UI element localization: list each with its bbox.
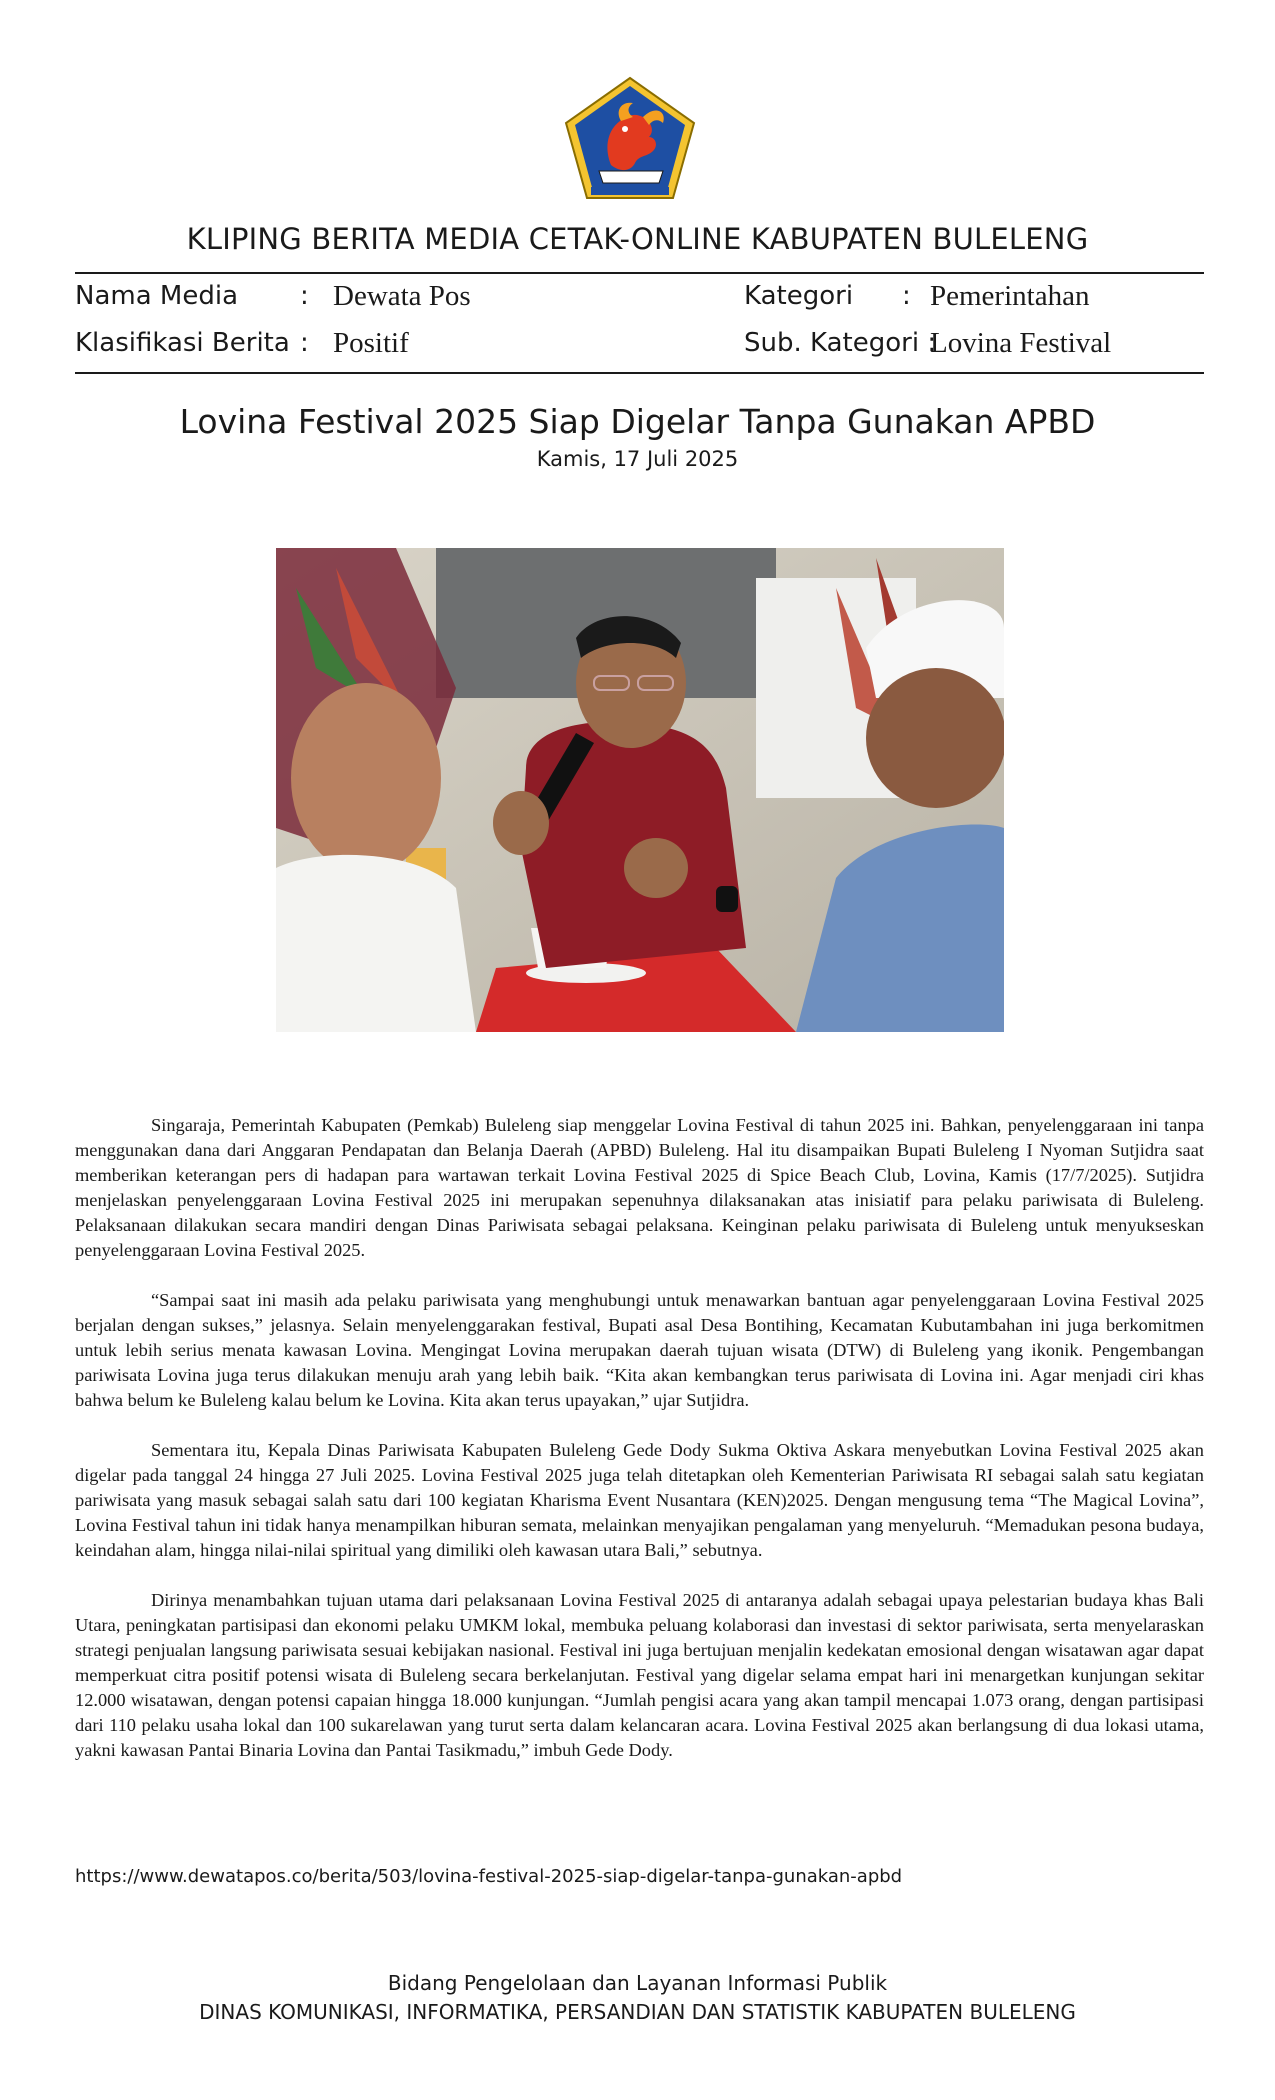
nama-media-label: Nama Media	[75, 281, 238, 311]
buleleng-crest-logo	[563, 75, 697, 201]
kategori-label: Kategori	[744, 281, 854, 311]
article-paragraph: “Sampai saat ini masih ada pelaku pariwisata yang menghubungi untuk menawarkan bantuan agar penyelenggaraan Lovina Festival 2025 berjalan dengan sukses,” jelasnya. Selain menyelenggarakan festival, Bupati asal Desa Bontihing, Kecamatan Kubutambahan ini juga berkomitmen untuk lebih serius menata kawasan Lovina. Mengingat Lovina merupakan daerah tujuan wisata (DTW) di Buleleng yang ikonik. Pengembangan pariwisata Lovina juga terus dilakukan menuju arah yang lebih baik. “Kita akan kembangkan terus pariwisata di Lovina ini. Agar menjadi ciri khas bahwa belum ke Buleleng kalau belum ke Lovina. Kita akan terus upayakan,” ujar Sutjidra.	[75, 1290, 1204, 1410]
header-divider-top	[75, 272, 1204, 274]
article-paragraph: Singaraja, Pemerintah Kabupaten (Pemkab) Buleleng siap menggelar Lovina Festival di tahun 2025 ini. Bahkan, penyelenggaraan ini tanpa menggunakan dana dari Anggaran Pendapatan dan Belanja Daerah (APBD) Buleleng. Hal itu disampaikan Bupati Buleleng I Nyoman Sutjidra saat memberikan keterangan pers di hadapan para wartawan terkait Lovina Festival 2025 di Spice Beach Club, Lovina, Kamis (17/7/2025). Sutjidra menjelaskan penyelenggaraan Lovina Festival 2025 ini merupakan sepenuhnya dilaksanakan atas inisiatif para pelaku pariwisata di Buleleng. Pelaksanaan dilakukan secara mandiri dengan Dinas Pariwisata sebagai pelaksana. Keinginan pelaku pariwisata di Buleleng untuk menyukseskan penyelenggaraan Lovina Festival 2025.	[75, 1115, 1204, 1260]
header-divider-bottom	[75, 372, 1204, 374]
article-paragraph: Dirinya menambahkan tujuan utama dari pelaksanaan Lovina Festival 2025 di antaranya adalah sebagai upaya pelestarian budaya khas Bali Utara, peningkatan partisipasi dan ekonomi pelaku UMKM lokal, membuka peluang kolaborasi dan investasi di sektor pariwisata, serta menyelaraskan strategi penjualan langsung pariwisata sesuai kebijakan nasional. Festival ini juga bertujuan menjalin kedekatan emosional dengan wisatawan agar dapat memperkuat citra positif potensi wisata di Buleleng secara berkelanjutan. Festival yang digelar selama empat hari ini menargetkan kunjungan sekitar 12.000 wisatawan, dengan potensi capaian hingga 18.000 kunjungan. “Jumlah pengisi acara yang akan tampil mencapai 1.073 orang, dengan partisipasi dari 110 pelaku usaha lokal dan 100 sukarelawan yang turut serta dalam kelancaran acara. Lovina Festival 2025 akan berlangsung di dua lokasi utama, yakni kawasan Pantai Binaria Lovina dan Pantai Tasikmadu,” imbuh Gede Dody.	[75, 1590, 1204, 1760]
article-date: Kamis, 17 Juli 2025	[536, 447, 739, 471]
source-url: https://www.dewatapos.co/berita/503/lovina-festival-2025-siap-digelar-tanpa-gunakan-apbd	[75, 1866, 903, 1887]
kategori-value: Pemerintahan	[930, 280, 1090, 312]
sub-kategori-label: Sub. Kategori :	[744, 328, 937, 358]
klasifikasi-berita-value: Positif	[333, 327, 409, 359]
kategori-separator: :	[902, 281, 911, 311]
article-paragraph: Sementara itu, Kepala Dinas Pariwisata Kabupaten Buleleng Gede Dody Sukma Oktiva Askara menyebutkan Lovina Festival 2025 akan digelar pada tanggal 24 hingga 27 Juli 2025. Lovina Festival 2025 juga telah ditetapkan oleh Kementerian Pariwisata RI sebagai salah satu kegiatan pariwisata yang masuk sebagai salah satu dari 100 kegiatan Kharisma Event Nusantara (KEN)2025. Dengan mengusung tema “The Magical Lovina”, Lovina Festival tahun ini tidak hanya menampilkan hiburan semata, melainkan menyajikan pengalaman yang menyeluruh. “Memadukan pesona budaya, keindahan alam, hingga nilai-nilai spiritual yang dimiliki oleh kawasan utara Bali,” sebutnya.	[75, 1440, 1204, 1560]
article-photo	[276, 548, 1004, 1032]
document-header-title: KLIPING BERITA MEDIA CETAK-ONLINE KABUPATEN BULELENG	[186, 222, 1089, 256]
article-body	[75, 1113, 1204, 1788]
article-title: Lovina Festival 2025 Siap Digelar Tanpa Gunakan APBD	[179, 402, 1096, 441]
klasifikasi-berita-separator: :	[300, 328, 309, 358]
nama-media-value: Dewata Pos	[333, 280, 471, 312]
footer-unit: Bidang Pengelolaan dan Layanan Informasi Publik	[387, 1971, 888, 1995]
klasifikasi-berita-label: Klasifikasi Berita	[75, 328, 290, 358]
nama-media-separator: :	[300, 281, 309, 311]
sub-kategori-value: Lovina Festival	[930, 327, 1112, 359]
footer-department: DINAS KOMUNIKASI, INFORMATIKA, PERSANDIAN DAN STATISTIK KABUPATEN BULELENG	[199, 2000, 1076, 2024]
